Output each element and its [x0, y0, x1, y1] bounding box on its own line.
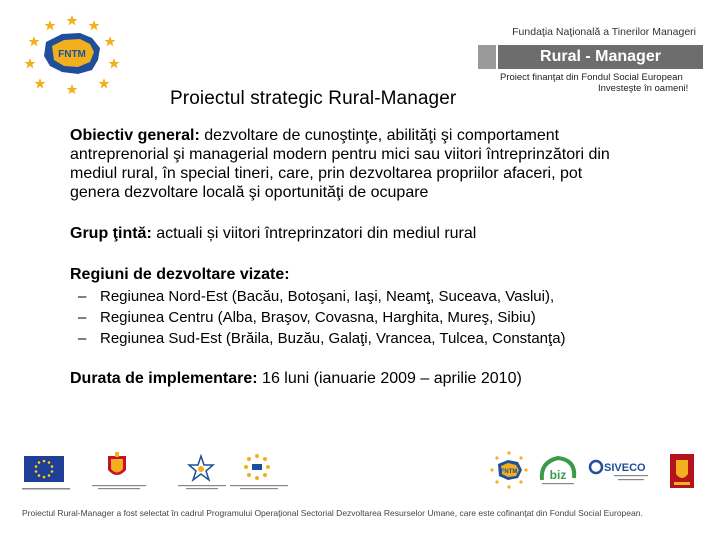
crest-caption-decoration	[88, 484, 150, 493]
partner-logos	[16, 448, 706, 498]
list-item	[78, 286, 710, 307]
duration-label: Durata de implementare:	[70, 370, 258, 387]
fse-star-icon	[186, 454, 216, 482]
target-group-label: Grup ţintă:	[70, 225, 152, 242]
duration-text: 16 luni (ianuarie 2009 – aprilie 2010)	[257, 370, 522, 387]
page-title: Proiectul strategic Rural-Manager	[170, 88, 457, 109]
footer-note: Proiectul Rural-Manager a fost selectat în cadrul Programului Operaţional Sectorial Dezvoltarea Resurselor Umane, care este cofinanţat din Fondul Social European.	[22, 508, 643, 518]
brand-banner: Rural - Manager	[498, 45, 703, 69]
partner-emblem-icon	[668, 452, 696, 490]
svg-text:FNTM: FNTM	[500, 469, 518, 475]
objective-paragraph	[70, 126, 630, 202]
funding-statement: Proiect finanţat din Fondul Social European	[500, 72, 683, 83]
eu-flag-icon	[24, 456, 64, 482]
siveco-logo	[588, 456, 658, 484]
instruments-structural-icon	[242, 452, 272, 482]
tagline: Investeşte în oameni!	[598, 83, 689, 94]
target-group-paragraph	[70, 224, 630, 243]
romania-crest-icon	[106, 452, 128, 482]
fntm-small-logo	[488, 450, 530, 490]
brand-bar-accent	[478, 45, 496, 69]
bullet-dash: –	[78, 288, 87, 305]
region-text: Regiunea Centru (Alba, Braşov, Covasna, Harghita, Mureş, Sibiu)	[100, 309, 536, 326]
bullet-dash: –	[78, 309, 87, 326]
organization-name: Fundaţia Naţională a Tinerilor Manageri	[512, 26, 696, 38]
star-caption-decoration	[174, 484, 230, 493]
list-item	[78, 328, 710, 349]
svg-text:FNTM: FNTM	[58, 49, 86, 60]
regions-list	[78, 286, 710, 349]
bullet-dash: –	[78, 330, 87, 347]
target-group-text: actuali și viitori întreprinzatori din mediul rural	[151, 225, 477, 242]
svg-text:SIVECO: SIVECO	[604, 462, 646, 474]
biz-logo	[536, 454, 580, 488]
list-item	[78, 307, 710, 328]
objective-text: dezvoltare de cunoştinţe, abilităţi şi comportament antreprenorial şi managerial modern pentru mici sau viitori întreprinzători din mediul rural, în special tineri, care, prin dezvoltarea propriilor afaceri, pot genera dezvoltare locală şi oportunităţi de ocupare	[70, 127, 610, 201]
regions-heading: Regiuni de dezvoltare vizate:	[70, 266, 290, 283]
svg-text:biz: biz	[549, 468, 567, 482]
fntm-logo	[22, 12, 122, 94]
duration-paragraph	[70, 369, 630, 388]
region-text: Regiunea Nord-Est (Bacău, Botoşani, Iaşi, Neamţ, Suceava, Vaslui),	[100, 288, 555, 305]
slide-content	[70, 126, 710, 410]
instruments-caption-decoration	[226, 484, 292, 493]
eu-caption-decoration	[18, 486, 74, 493]
region-text: Regiunea Sud-Est (Brăila, Buzău, Galaţi, Vrancea, Tulcea, Constanţa)	[100, 330, 566, 347]
objective-label: Obiectiv general:	[70, 127, 200, 144]
